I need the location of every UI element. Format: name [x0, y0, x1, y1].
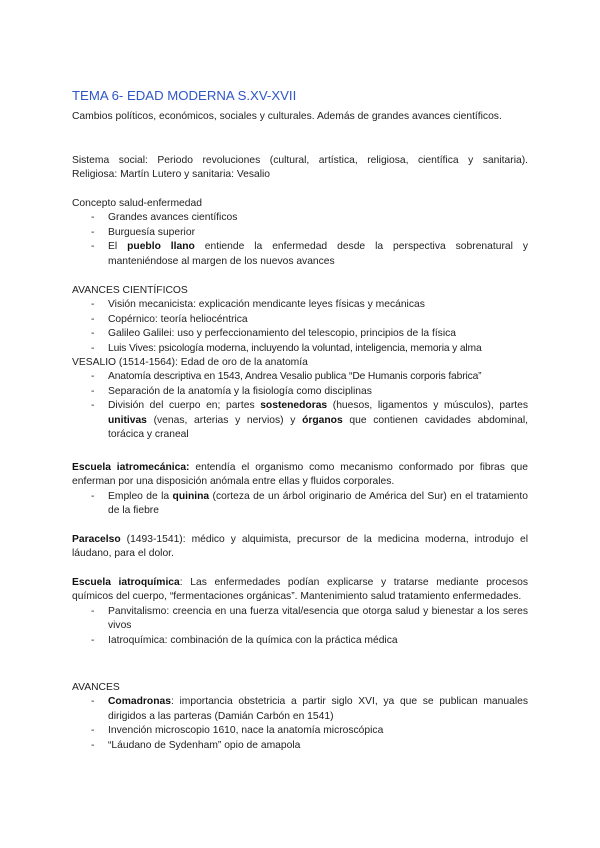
text-run: El	[108, 241, 128, 253]
list-item: - Anatomía descriptiva en 1543, Andrea Vesalio publica “De Humanis corporis fabrica”	[72, 370, 528, 384]
avances-cientificos-heading: AVANCES CIENTÍFICOS	[72, 285, 188, 296]
bold-term: Paracelso	[72, 534, 121, 545]
text-run: (huesos, ligamentos y músculos), partes	[327, 400, 528, 412]
bold-term: Comadronas	[108, 696, 171, 708]
vesalio-list	[72, 370, 528, 442]
bold-term: sostenedoras	[260, 400, 328, 412]
concepto-heading: Concepto salud-enfermedad	[72, 198, 202, 209]
avances-cientificos-list	[72, 298, 528, 356]
avances-heading: AVANCES	[72, 682, 120, 693]
bold-term: órganos	[302, 414, 343, 426]
paracelso-paragraph	[72, 533, 528, 562]
iatroquimica-paragraph	[72, 576, 528, 605]
list-item: - Invención microscopio 1610, nace la anatomía microscópica	[72, 724, 528, 738]
list-item: - Visión mecanicista: explicación mendicante leyes físicas y mecánicas	[72, 298, 528, 312]
iatroquimica-section	[72, 576, 528, 648]
sistema-line-1: Sistema social: Periodo revoluciones (cultural, artística, religiosa, científica y sanitaria).	[72, 155, 528, 166]
concepto-section	[72, 197, 528, 269]
avances-cientificos-section	[72, 284, 528, 442]
list-item: - Luis Vives: psicología moderna, incluyendo la voluntad, inteligencia, memoria y alma	[72, 342, 528, 356]
bold-term: quinina	[172, 490, 210, 502]
text-run: (1493-1541): médico y alquimista, precursor de la medicina moderna, introdujo el láudano, para el dolor.	[72, 534, 528, 560]
concepto-list	[72, 211, 528, 269]
bold-term: Escuela iatroquímica	[72, 577, 180, 588]
list-item: - Grandes avances científicos	[72, 211, 528, 225]
text-run: entiende la enfermedad desde la perspectiva sobrenatural y manteniéndose al margen de los nuevos avances	[108, 241, 528, 267]
list-item	[72, 399, 528, 442]
iatromecanica-list	[72, 490, 528, 519]
list-item	[72, 240, 528, 269]
avances-list	[72, 695, 528, 753]
vesalio-heading: VESALIO (1514-1564): Edad de oro de la anatomía	[72, 357, 308, 369]
text-run: entendía el organismo como mecanismo conformado por fibras que enferman por una disposición anómala entre ellas y fluidos corporales.	[72, 462, 528, 488]
iatroquimica-list	[72, 605, 528, 648]
sistema-line-2: Religiosa: Martín Lutero y sanitaria: Vesalio	[72, 169, 271, 181]
text-run: Empleo de la	[108, 490, 173, 502]
list-item	[72, 490, 528, 519]
avances-section	[72, 681, 528, 753]
list-item	[72, 695, 528, 724]
page-title: TEMA 6- EDAD MODERNA S.XV-XVII	[72, 88, 297, 103]
text-run: : Las enfermedades podían explicarse y tratarse mediante procesos químicos del cuerpo, “fermentaciones orgánicas”. Mantenimiento salud tratamiento enfermedades.	[72, 577, 528, 603]
list-item: - Panvitalismo: creencia en una fuerza vital/esencia que otorga salud y bienestar a los seres vivos	[72, 605, 528, 634]
intro-paragraph: Cambios políticos, económicos, sociales y culturales. Además de grandes avances científicos.	[72, 111, 502, 122]
bold-term: Escuela iatromecánica:	[72, 462, 190, 473]
list-item: - Iatroquímica: combinación de la química con la práctica médica	[72, 634, 528, 648]
text-run: que contienen cavidades abdominal, torácica y craneal	[108, 414, 529, 441]
sistema-section	[72, 154, 528, 183]
paracelso-section	[72, 533, 528, 562]
text-run: (corteza de un árbol originario de América del Sur) en el tratamiento de la fiebre	[108, 490, 528, 517]
bold-term: unitivas	[108, 414, 147, 426]
text-run: División del cuerpo en; partes	[108, 400, 261, 412]
list-item: - Separación de la anatomía y la fisiología como disciplinas	[72, 385, 528, 399]
bold-term: pueblo llano	[127, 241, 195, 253]
list-item: - “Láudano de Sydenham” opio de amapola	[72, 739, 528, 753]
list-item: - Burguesía superior	[72, 226, 528, 240]
intro-section	[72, 110, 528, 124]
list-item: - Copérnico: teoría heliocéntrica	[72, 313, 528, 327]
text-run: (venas, arterias y nervios) y	[146, 414, 303, 426]
text-run: : importancia obstetricia a partir siglo XVI, ya que se publican manuales dirigidos a las parteras (Damián Carbón en 1541)	[108, 696, 528, 722]
list-item: - Galileo Galilei: uso y perfeccionamiento del telescopio, principios de la física	[72, 327, 528, 341]
iatromecanica-section	[72, 461, 528, 519]
iatromecanica-paragraph	[72, 461, 528, 490]
